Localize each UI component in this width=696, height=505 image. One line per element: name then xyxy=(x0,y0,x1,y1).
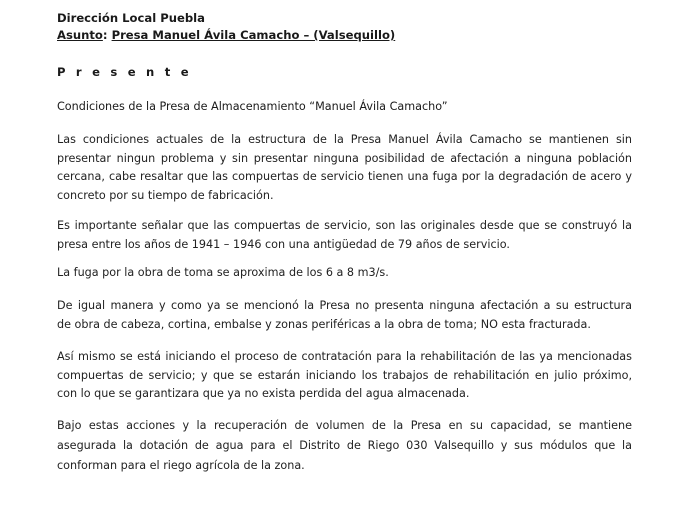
paragraph-line: presa entre los años de 1941 – 1946 con una antigüedad de 79 años de servicio. xyxy=(57,237,510,251)
paragraph-line: compuertas de servicio; y que se estarán iniciando los trabajos de rehabilitación en julio próximo, xyxy=(57,368,632,382)
paragraph-line: Es importante señalar que las compuertas de servicio, son las originales desde que se construyó la xyxy=(57,219,632,232)
subject-line xyxy=(57,28,395,43)
paragraph-leak xyxy=(57,264,632,283)
paragraph-line: cercana, cabe resaltar que las compuertas de servicio tienen una fuga por la degradación de acero y xyxy=(57,170,632,183)
subject-colon: : xyxy=(102,28,112,42)
paragraph-line: de obra de cabeza, cortina, embalse y zonas periféricas a la obra de toma; NO esta fracturada. xyxy=(57,317,591,331)
paragraph-line: Bajo estas acciones y la recuperación de volumen de la Presa en su capacidad, se mantiene xyxy=(57,419,632,432)
paragraph-line: con lo que se garantizara que ya no exista perdida del agua almacenada. xyxy=(57,387,470,400)
paragraph-rehabilitation xyxy=(57,348,632,404)
paragraph-line: La fuga por la obra de toma se aproxima de los 6 a 8 m3/s. xyxy=(57,266,389,279)
paragraph-gates xyxy=(57,217,632,254)
paragraph-line: De igual manera y como ya se mencionó la Presa no presenta ninguna afectación a su estructura xyxy=(57,299,632,312)
paragraph-conclusion xyxy=(57,416,632,476)
office-name: Dirección Local Puebla xyxy=(57,11,205,25)
paragraph-line: asegurada la dotación de agua para el Distrito de Riego 030 Valsequillo y sus módulos que la xyxy=(57,439,632,452)
paragraph-line: presentar ningun problema y sin presentar ninguna posibilidad de afectación a ninguna población xyxy=(57,151,632,165)
paragraph-line: Así mismo se está iniciando el proceso de contratación para la rehabilitación de las ya mencionadas xyxy=(57,350,632,363)
paragraph-line: Las condiciones actuales de la estructura de la Presa Manuel Ávila Camacho se mantienen sin xyxy=(57,133,632,146)
paragraph-conditions xyxy=(57,131,632,205)
paragraph-line: concreto por su tiempo de fabricación. xyxy=(57,188,274,202)
document-heading: Condiciones de la Presa de Almacenamiento “Manuel Ávila Camacho” xyxy=(57,100,448,113)
subject-value: Presa Manuel Ávila Camacho – (Valsequillo) xyxy=(111,28,396,42)
paragraph-structure xyxy=(57,297,632,334)
paragraph-line: conforman para el riego agrícola de la zona. xyxy=(57,459,305,472)
subject-label: Asunto xyxy=(57,28,103,42)
greeting: P r e s e n t e xyxy=(57,65,192,79)
